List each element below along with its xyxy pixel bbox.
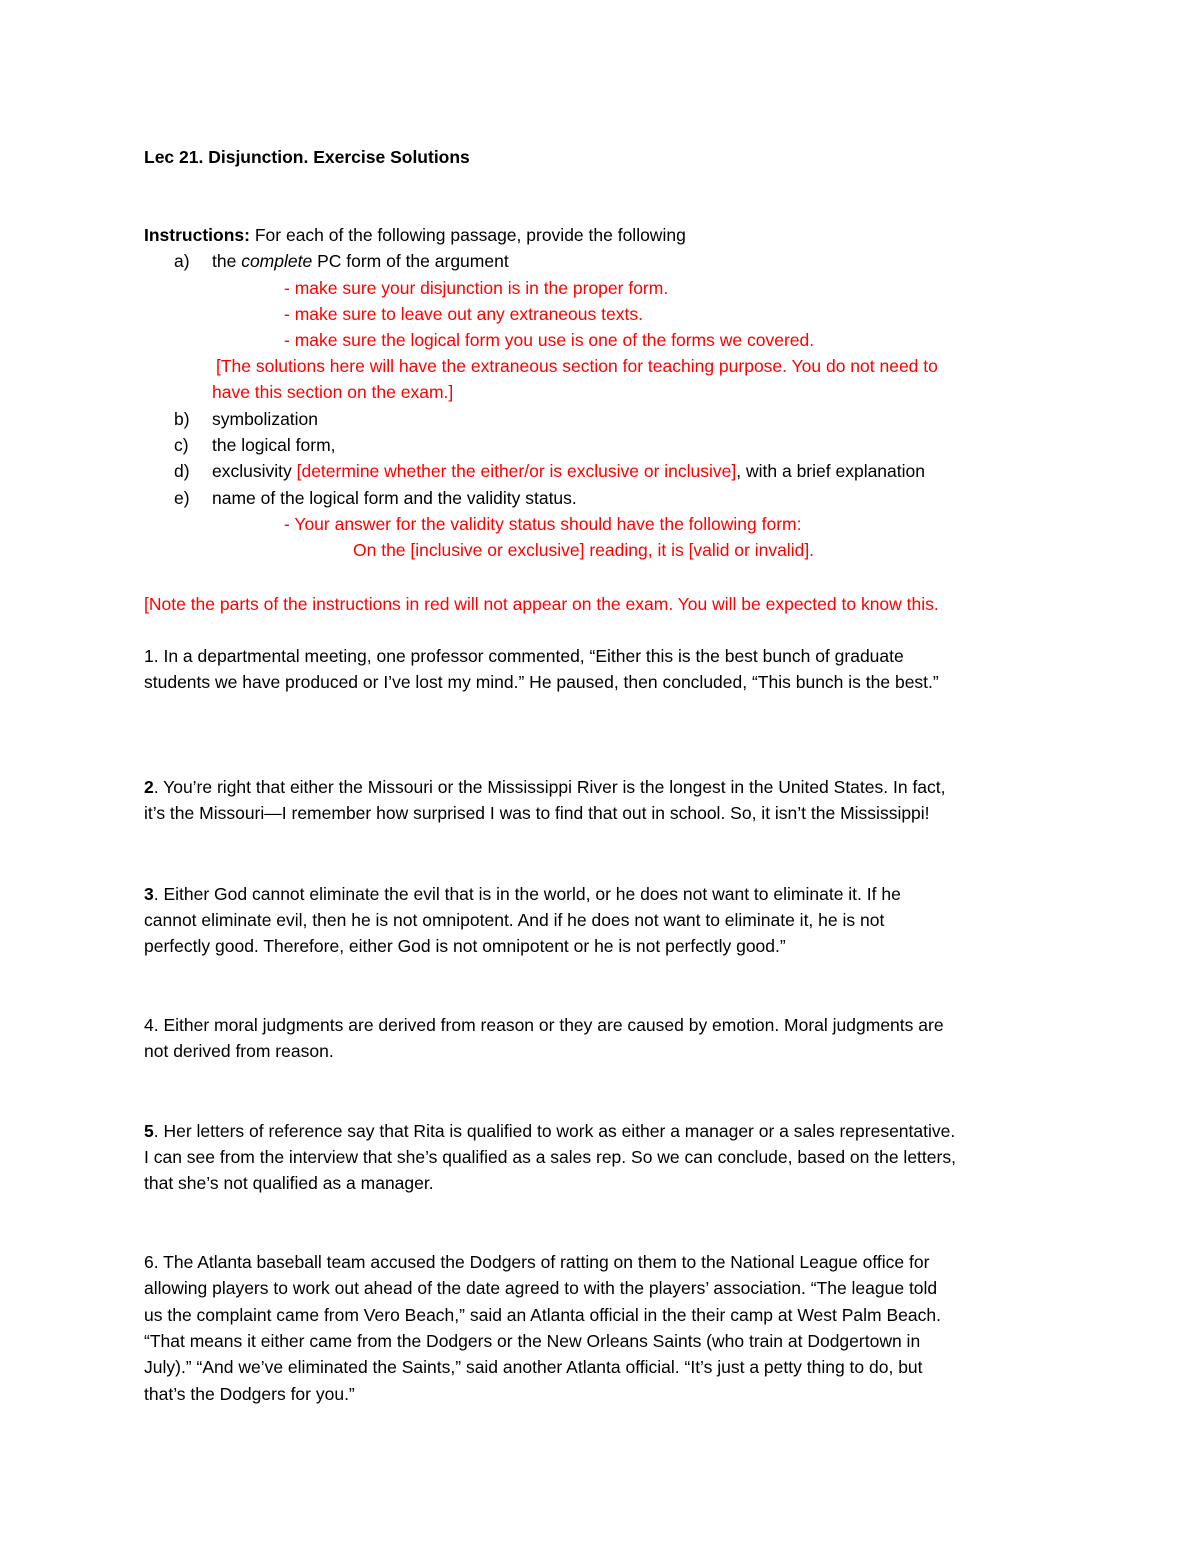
item-d-post: , with a brief explanation (736, 461, 925, 481)
item-a-note-3: - make sure the logical form you use is one of the forms we covered. (284, 330, 815, 350)
exercise-5-line-3: that she’s not qualified as a manager. (144, 1173, 434, 1193)
item-a-marker: a) (174, 251, 190, 271)
exercise-6-line-1 (144, 1249, 929, 1275)
item-e-marker: e) (174, 488, 190, 508)
item-b-text: symbolization (212, 409, 319, 429)
item-a-post: PC form of the argument (312, 251, 509, 271)
item-c-text: the logical form, (212, 435, 336, 455)
item-e-note-2: On the [inclusive or exclusive] reading, it is [valid or invalid]. (353, 540, 815, 560)
exercise-4-text-1: . Either moral judgments are derived from reason or they are caused by emotion. Moral judgments are (153, 1015, 944, 1035)
document-title: Lec 21. Disjunction. Exercise Solutions (144, 147, 470, 167)
exercise-2-line-2: it’s the Missouri—I remember how surprised I was to find that out in school. So, it isn’t the Mississippi! (144, 803, 930, 823)
exercise-6-number: 6 (144, 1252, 154, 1272)
item-d-text (212, 458, 925, 484)
exercise-6-line-3: us the complaint came from Vero Beach,” said an Atlanta official in the their camp at West Palm Beach. (144, 1305, 941, 1325)
instructions-intro-line (144, 222, 686, 248)
item-a-note-1: - make sure your disjunction is in the proper form. (284, 278, 669, 298)
exercise-3-line-2: cannot eliminate evil, then he is not omnipotent. And if he does not want to eliminate it, he is not (144, 910, 885, 930)
exercise-5-text-1: . Her letters of reference say that Rita is qualified to work as either a manager or a sales representative. (153, 1121, 956, 1141)
item-d-red: [determine whether the either/or is exclusive or inclusive] (296, 461, 737, 481)
exercise-5-line-2: I can see from the interview that she’s qualified as a sales rep. So we can conclude, based on the letters, (144, 1147, 956, 1167)
instructions-intro-text: For each of the following passage, provide the following (249, 225, 686, 245)
exercise-4-line-1 (144, 1012, 944, 1038)
item-e-note-1: - Your answer for the validity status should have the following form: (284, 514, 802, 534)
item-d-marker: d) (174, 461, 190, 481)
exercise-4-number: 4 (144, 1015, 154, 1035)
red-note: [Note the parts of the instructions in red will not appear on the exam. You will be expected to know this. (144, 594, 939, 614)
exercise-6-line-4: “That means it either came from the Dodgers or the New Orleans Saints (who train at Dodgertown in (144, 1331, 921, 1351)
item-a-note-2: - make sure to leave out any extraneous texts. (284, 304, 643, 324)
exercise-1-number: 1 (144, 646, 154, 666)
item-b-marker: b) (174, 409, 190, 429)
item-a-bracket-2: have this section on the exam.] (212, 382, 454, 402)
exercise-3-line-1 (144, 881, 901, 907)
exercise-3-number: 3 (144, 884, 154, 904)
exercise-1-line-2: students we have produced or I’ve lost my mind.” He paused, then concluded, “This bunch is the best.” (144, 672, 939, 692)
exercise-6-text-1: . The Atlanta baseball team accused the Dodgers of ratting on them to the National League office for (153, 1252, 930, 1272)
exercise-2-number: 2 (144, 777, 154, 797)
item-a-text (212, 248, 509, 274)
exercise-5-number: 5 (144, 1121, 154, 1141)
exercise-5-line-1 (144, 1118, 955, 1144)
item-d-pre: exclusivity (212, 461, 297, 481)
exercise-4-line-2: not derived from reason. (144, 1041, 334, 1061)
item-c-marker: c) (174, 435, 189, 455)
item-a-emphasis: complete (241, 251, 313, 271)
exercise-3-line-3: perfectly good. Therefore, either God is not omnipotent or he is not perfectly good.” (144, 936, 786, 956)
exercise-3-text-1: . Either God cannot eliminate the evil that is in the world, or he does not want to eliminate it. If he (153, 884, 901, 904)
exercise-6-line-6: that’s the Dodgers for you.” (144, 1384, 355, 1404)
item-e-text: name of the logical form and the validity status. (212, 488, 577, 508)
exercise-1-line-1 (144, 643, 904, 669)
item-a-pre: the (212, 251, 242, 271)
exercise-6-line-5: July).” “And we’ve eliminated the Saints,” said another Atlanta official. “It’s just a petty thing to do, but (144, 1357, 923, 1377)
exercise-1-text-1: . In a departmental meeting, one professor commented, “Either this is the best bunch of graduate (153, 646, 904, 666)
exercise-2-text-1: . You’re right that either the Missouri or the Mississippi River is the longest in the United States. In fact, (153, 777, 946, 797)
instructions-label: Instructions: (144, 225, 250, 245)
item-a-bracket-1: [The solutions here will have the extraneous section for teaching purpose. You do not need to (216, 356, 938, 376)
exercise-6-line-2: allowing players to work out ahead of the date agreed to with the players’ association. “The league told (144, 1278, 938, 1298)
exercise-2-line-1 (144, 774, 946, 800)
